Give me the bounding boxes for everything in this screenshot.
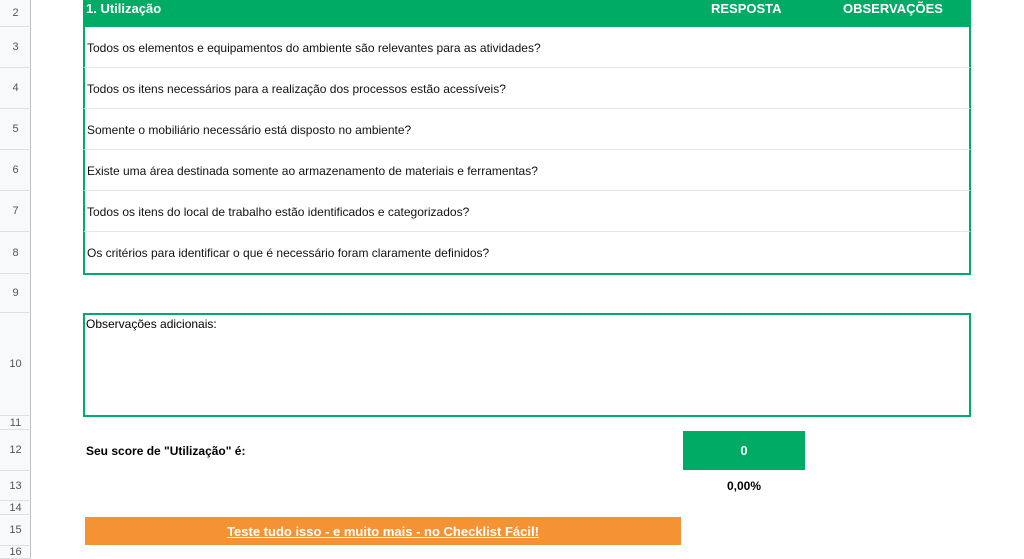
row-header-column — [0, 0, 31, 559]
question-text: Existe uma área destinada somente ao armazenamento de materiais e ferramentas? — [87, 164, 538, 178]
row-number[interactable]: 6 — [0, 150, 31, 191]
score-value: 0 — [683, 431, 805, 470]
row-number[interactable]: 16 — [0, 546, 31, 559]
row-number[interactable]: 11 — [0, 416, 31, 430]
score-label: Seu score de "Utilização" é: — [86, 444, 246, 458]
question-row[interactable] — [83, 232, 971, 275]
row-number[interactable]: 13 — [0, 471, 31, 501]
question-text: Todos os itens necessários para a realização dos processos estão acessíveis? — [87, 82, 506, 96]
row-number[interactable]: 14 — [0, 501, 31, 515]
score-percent: 0,00% — [726, 479, 762, 493]
question-text: Somente o mobiliário necessário está disposto no ambiente? — [87, 123, 412, 137]
row-number[interactable]: 12 — [0, 430, 31, 471]
observations-label: Observações adicionais: — [86, 317, 217, 331]
resposta-column-header: RESPOSTA — [711, 1, 782, 16]
row-number[interactable]: 8 — [0, 232, 31, 274]
question-row[interactable] — [83, 68, 971, 109]
row-number[interactable]: 7 — [0, 191, 31, 232]
row-number[interactable]: 5 — [0, 109, 31, 150]
observations-box[interactable] — [83, 313, 971, 417]
section-header — [83, 0, 971, 27]
checklist-facil-link[interactable]: Teste tudo isso - e muito mais - no Checklist Fácil! — [85, 517, 681, 545]
row-number[interactable]: 2 — [0, 0, 31, 27]
row-number[interactable]: 3 — [0, 27, 31, 68]
section-title: 1. Utilização — [86, 1, 162, 16]
row-number[interactable]: 10 — [0, 313, 31, 416]
question-row[interactable] — [83, 191, 971, 232]
row-number[interactable]: 4 — [0, 68, 31, 109]
question-row[interactable] — [83, 27, 971, 68]
question-row[interactable] — [83, 150, 971, 191]
question-row[interactable] — [83, 109, 971, 150]
row-number[interactable]: 9 — [0, 274, 31, 313]
question-text: Todos os itens do local de trabalho estão identificados e categorizados? — [87, 205, 470, 219]
question-text: Todos os elementos e equipamentos do ambiente são relevantes para as atividades? — [87, 41, 541, 55]
observacoes-column-header: OBSERVAÇÕES — [843, 1, 943, 16]
row-number[interactable]: 15 — [0, 515, 31, 546]
question-text: Os critérios para identificar o que é necessário foram claramente definidos? — [87, 246, 490, 260]
